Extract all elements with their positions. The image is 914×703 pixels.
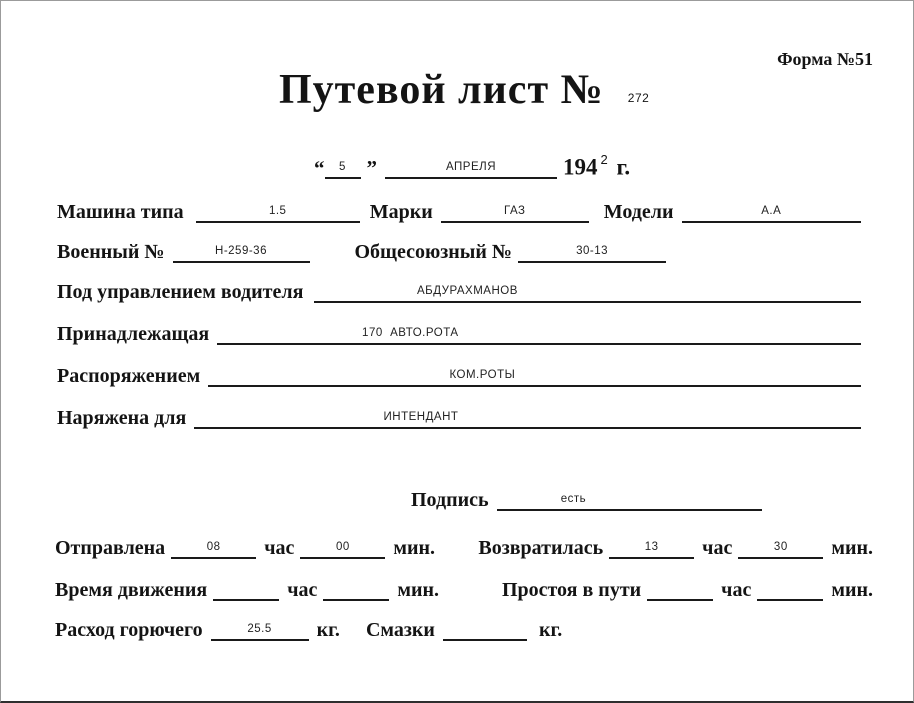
row-machine <box>57 197 861 223</box>
assigned-for-label: Наряжена для <box>57 406 187 429</box>
returned-hours-label: час <box>702 536 733 559</box>
fuel-value: 25.5 <box>247 622 272 635</box>
returned-minutes-blank <box>738 533 823 559</box>
model-value: А.А <box>761 204 782 217</box>
departed-minutes-label: мин. <box>393 536 436 559</box>
ordered-by-label: Распоряжением <box>57 364 201 387</box>
returned-hours-value: 13 <box>644 540 659 553</box>
driving-time-hours-label: час <box>287 578 318 601</box>
ordered-by-value: КОМ.РОТЫ <box>449 368 516 381</box>
date-day-value: 5 <box>339 160 346 173</box>
returned-minutes-value: 30 <box>773 540 788 553</box>
brand-label: Марки <box>369 200 433 223</box>
departed-hours-blank <box>171 533 256 559</box>
union-number-label: Общесоюзный № <box>354 240 513 263</box>
form-number: Форма №51 <box>777 49 873 69</box>
belongs-to-value: 170 АВТО.РОТА <box>362 326 459 339</box>
returned-hours-blank <box>609 533 694 559</box>
row-driving-idle <box>55 575 873 601</box>
close-quote: ” <box>366 156 377 180</box>
departed-hours-value: 08 <box>206 540 221 553</box>
fuel-blank <box>211 615 309 641</box>
title-row <box>279 69 649 111</box>
driving-time-label: Время движения <box>55 578 208 601</box>
date-day-blank <box>325 153 361 179</box>
assigned-for-blank <box>194 403 861 429</box>
waybill-number-value: 272 <box>627 91 650 105</box>
date-line <box>314 147 630 179</box>
driving-time-hours-blank <box>213 575 279 601</box>
departed-hours-label: час <box>264 536 295 559</box>
idle-time-hours-blank <box>647 575 713 601</box>
driving-time-minutes-label: мин. <box>397 578 440 601</box>
ordered-by-blank <box>208 361 861 387</box>
union-number-value: 30-13 <box>576 244 608 257</box>
year-digit-value: 2 <box>600 152 608 168</box>
returned-label: Возвратилась <box>478 536 604 559</box>
military-number-label: Военный № <box>57 240 165 263</box>
returned-minutes-label: мин. <box>831 536 873 559</box>
signature-blank <box>497 485 762 511</box>
signature-label: Подпись <box>411 488 489 511</box>
departed-minutes-value: 00 <box>335 540 350 553</box>
machine-type-label: Машина типа <box>57 200 184 223</box>
row-numbers <box>57 237 666 263</box>
model-blank <box>682 197 861 223</box>
date-month-blank <box>385 153 557 179</box>
idle-time-group <box>502 575 873 601</box>
military-number-value: Н-259-36 <box>215 244 267 257</box>
assigned-for-value: ИНТЕНДАНТ <box>383 410 459 423</box>
driver-value: АБДУРАХМАНОВ <box>417 284 518 297</box>
row-fuel-lubricant <box>55 615 562 641</box>
departed-label: Отправлена <box>55 536 166 559</box>
brand-blank <box>441 197 589 223</box>
date-year <box>563 152 631 180</box>
row-belongs-to <box>57 319 861 345</box>
lubricant-blank <box>443 615 527 641</box>
belongs-to-blank <box>217 319 861 345</box>
fuel-unit-label: кг. <box>316 618 340 641</box>
idle-time-minutes-blank <box>757 575 823 601</box>
idle-time-hours-label: час <box>721 578 752 601</box>
union-number-blank <box>518 237 666 263</box>
belongs-to-label: Принадлежащая <box>57 322 210 345</box>
machine-type-blank <box>196 197 360 223</box>
model-label: Модели <box>603 200 674 223</box>
military-number-blank <box>173 237 310 263</box>
year-suffix: г. <box>610 155 631 180</box>
fuel-label: Расход горючего <box>55 618 203 641</box>
page-title: Путевой лист № <box>279 67 604 113</box>
driver-blank <box>314 277 861 303</box>
departed-minutes-blank <box>300 533 385 559</box>
brand-value: ГАЗ <box>504 204 526 217</box>
row-driver <box>57 277 861 303</box>
driver-label: Под управлением водителя <box>57 280 304 303</box>
row-ordered-by <box>57 361 861 387</box>
returned-group <box>478 533 873 559</box>
driving-time-group <box>55 575 439 601</box>
machine-type-value: 1.5 <box>268 204 287 217</box>
driving-time-minutes-blank <box>323 575 389 601</box>
year-prefix: 194 <box>563 155 598 180</box>
date-month-value: АПРЕЛЯ <box>446 160 496 173</box>
departed-group <box>55 533 435 559</box>
lubricant-label: Смазки <box>365 618 435 641</box>
signature-value: есть <box>560 492 587 505</box>
idle-time-minutes-label: мин. <box>831 578 873 601</box>
idle-time-label: Простоя в пути <box>501 578 642 601</box>
row-assigned-for <box>57 403 861 429</box>
row-signature <box>411 485 762 511</box>
open-quote: “ <box>314 156 325 180</box>
lubricant-unit-label: кг. <box>538 618 563 641</box>
row-departed-returned <box>55 533 873 559</box>
